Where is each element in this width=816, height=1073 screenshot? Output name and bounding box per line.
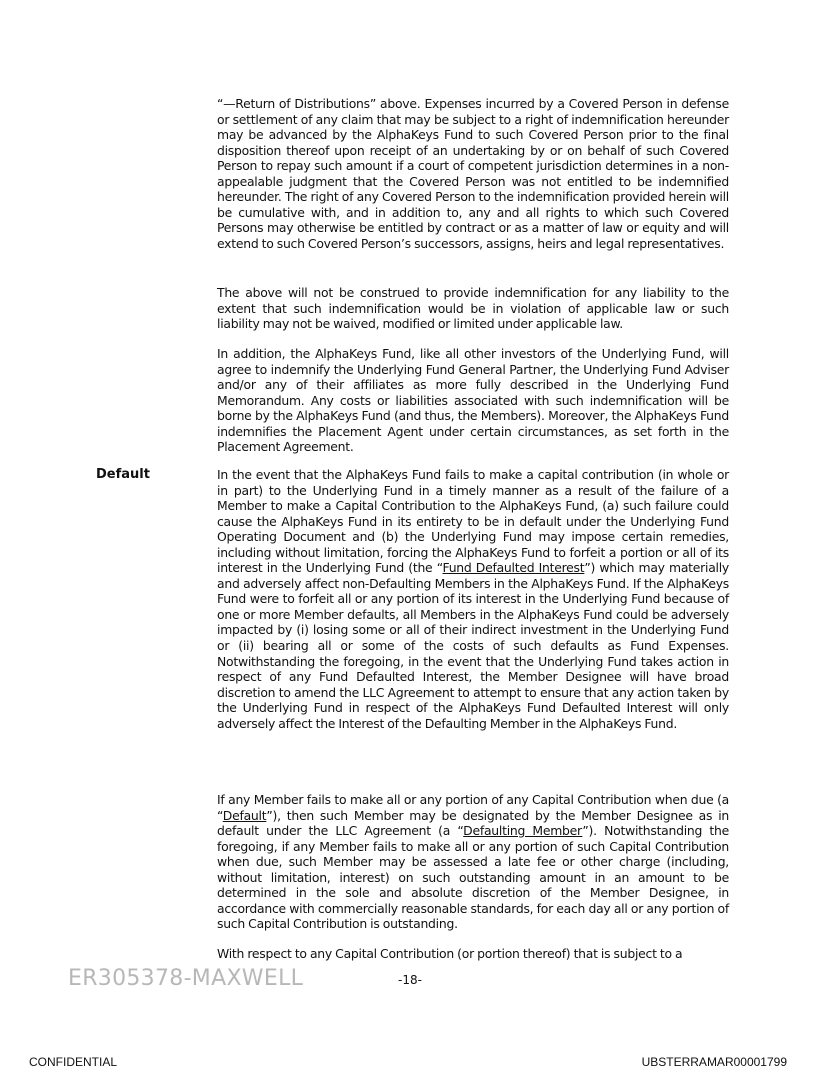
paragraph-member-default: [217, 792, 729, 932]
paragraph-capital-contribution-continued: [217, 946, 729, 962]
text-run: ”) which may materially and adversely affect non-Defaulting Members in the AlphaKeys Fund. If the AlphaKeys Fund were to forfeit all or any portion of its interest in the Underlying Fund because of one or more Member defaults, all Members in the AlphaKeys Fund could be adversely impacted by (i) losing some or all of their indirect investment in the Underlying Fund or (ii) bearing all or some of the costs of such defaults as Fund Expenses. Notwithstanding the foregoing, in the event that the Underlying Fund takes action in respect of any Fund Defaulted Interest, the Member Designee will have broad discretion to amend the LLC Agreement to attempt to ensure that any action taken by the Underlying Fund in respect of the AlphaKeys Fund Defaulted Interest will only adversely affect the Interest of the Defaulting Member in the AlphaKeys Fund.: [217, 560, 730, 731]
bates-watermark: ER305378-MAXWELL: [68, 966, 304, 991]
text-run: In the event that the AlphaKeys Fund fails to make a capital contribution (in whole or in part) to the Underlying Fund in a timely manner as a result of the failure of a Member to make a Capital Contribution to the AlphaKeys Fund, (a) such failure could cause the AlphaKeys Fund in its entirety to be in default under the Underlying Fund Operating Document and (b) the Underlying Fund may impose certain remedies, including without limitation, forcing the AlphaKeys Fund to forfeit a portion or all of its interest in the Underlying Fund (the “: [217, 467, 729, 576]
paragraph-indemnification-limits: [217, 285, 729, 332]
paragraph-text: “—Return of Distributions” above. Expenses incurred by a Covered Person in defense or settlement of any claim that may be subject to a right of indemnification hereunder may be advanced by the AlphaKeys Fund to such Covered Person prior to the final disposition thereof upon receipt of an undertaking by or on behalf of such Covered Person to repay such amount if a court of competent jurisdiction determines in a non-appealable judgment that the Covered Person was not entitled to be indemnified hereunder. The right of any Covered Person to the indemnification provided herein will be cumulative with, and in addition to, any and all rights to which such Covered Persons may otherwise be entitled by contract or as a matter of law or equity and will extend to such Covered Person’s successors, assigns, heirs and legal representatives.: [217, 96, 729, 251]
confidential-label: CONFIDENTIAL: [29, 1055, 118, 1069]
bates-number: UBSTERRAMAR00001799: [641, 1055, 787, 1069]
defined-term-default: Default: [222, 807, 267, 823]
paragraph-text: In addition, the AlphaKeys Fund, like all other investors of the Underlying Fund, will agree to indemnify the Underlying Fund General Partner, the Underlying Fund Adviser and/or any of their affiliates as more fully described in the Underlying Fund Memorandum. Any costs or liabilities associated with such indemnification will be borne by the AlphaKeys Fund (and thus, the Members). Moreover, the AlphaKeys Fund indemnifies the Placement Agent under certain circumstances, as set forth in the Placement Agreement.: [217, 346, 729, 455]
text-run: ”), then such Member may be designated by the Member Designee as in default under the LLC Agreement (a “: [217, 807, 729, 839]
paragraph-underlying-fund-indemnity: [217, 346, 729, 455]
defined-term-defaulting-member: Defaulting Member: [463, 823, 583, 839]
text-run: ”). Notwithstanding the foregoing, if any Member fails to make all or any portion of such Capital Contribution when due, such Member may be assessed a late fee or other charge (including, without limitation, interest) on such outstanding amount in an amount to be determined in the sole and absolute discretion of the Member Designee, in accordance with commercially reasonable standards, for each day all or any portion of such Capital Contribution is outstanding.: [217, 823, 730, 932]
paragraph-default-consequences: [217, 467, 729, 731]
paragraph-indemnification-continued: [217, 96, 729, 251]
paragraph-text: The above will not be construed to provide indemnification for any liability to the extent that such indemnification would be in violation of applicable law or such liability may not be waived, modified or limited under applicable law.: [217, 285, 729, 332]
text-run: If any Member fails to make all or any portion of any Capital Contribution when due (a “: [217, 792, 729, 823]
paragraph-text: [217, 792, 729, 932]
paragraph-text: With respect to any Capital Contribution (or portion thereof) that is subject to a: [217, 946, 683, 961]
page-number: -18-: [398, 973, 422, 987]
section-heading-default: Default: [96, 467, 150, 482]
paragraph-text: [217, 467, 729, 731]
defined-term-fund-defaulted-interest: Fund Defaulted Interest: [442, 560, 585, 576]
